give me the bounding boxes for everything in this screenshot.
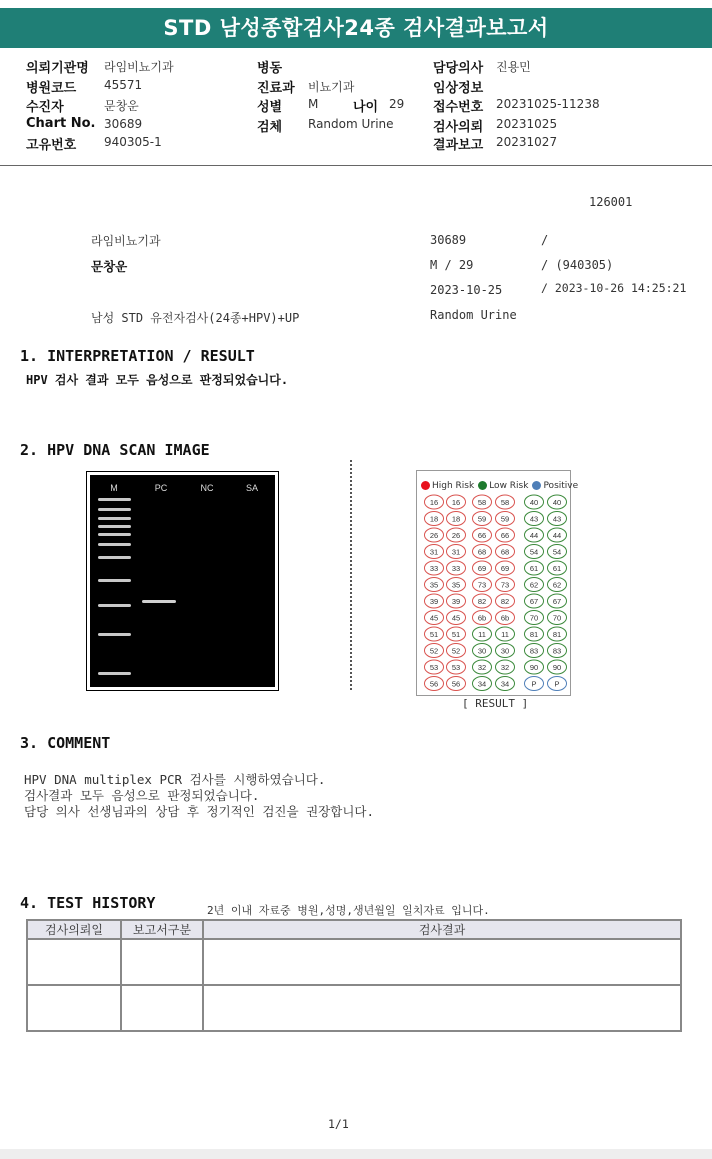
- hpv-type-label: 45: [429, 613, 439, 623]
- history-note: 2년 이내 자료중 병원,성명,생년월일 일치자료 입니다.: [207, 904, 490, 917]
- hpv-type-label: 67: [552, 597, 562, 606]
- hpv-type-label: 26: [451, 531, 461, 540]
- col-header-request-date: 검사의뢰일: [27, 920, 121, 939]
- hpv-type-label: 30: [500, 646, 510, 656]
- hpv-type-label: 16: [429, 498, 439, 507]
- hpv-type-label: 43: [529, 514, 539, 524]
- section-history-title: 4. TEST HISTORY: [20, 894, 156, 912]
- info-label-clinical-info: 임상정보: [433, 81, 484, 96]
- hpv-type-label: 35: [451, 580, 461, 590]
- hpv-type-label: 54: [552, 547, 562, 557]
- hpv-type-label: 61: [552, 564, 562, 573]
- info-value-report-date: 20231027: [496, 135, 558, 149]
- legend-high-risk-dot-icon: [421, 481, 430, 490]
- legend-positive-label: Positive: [543, 480, 579, 491]
- gel-svg: [90, 475, 275, 687]
- section-interpretation-text: HPV 검사 결과 모두 음성으로 판정되었습니다.: [26, 373, 289, 387]
- gel-canvas: [90, 475, 275, 687]
- gel-marker-band: [98, 633, 131, 636]
- summary-hospital: 라임비뇨기과: [91, 234, 161, 248]
- hpv-type-label: 18: [451, 514, 461, 524]
- hpv-type-label: 81: [529, 630, 539, 639]
- table-cell: [27, 985, 121, 1031]
- hpv-type-grid: [417, 493, 570, 693]
- hpv-type-label: 59: [500, 514, 510, 524]
- hpv-type-label: 69: [500, 564, 510, 573]
- hpv-type-label: 31: [429, 547, 439, 557]
- info-value-doctor: 진용민: [496, 60, 531, 74]
- hpv-type-label: 32: [477, 663, 487, 672]
- hpv-type-label: 66: [500, 531, 510, 540]
- summary-birth: / (940305): [541, 258, 614, 272]
- hpv-type-label: 40: [552, 498, 562, 507]
- hpv-type-label: 83: [529, 646, 539, 656]
- table-cell: [203, 985, 681, 1031]
- table-row: [27, 939, 681, 985]
- info-label-age: 나이: [353, 100, 379, 115]
- gel-marker-band: [98, 556, 131, 559]
- hpv-type-label: 32: [500, 663, 510, 672]
- table-row: [27, 985, 681, 1031]
- gel-electrophoresis-image: [86, 471, 279, 691]
- hpv-type-label: 39: [451, 597, 461, 606]
- comment-line: 검사결과 모두 음성으로 판정되었습니다.: [24, 788, 260, 803]
- hpv-type-label: 6b: [500, 613, 510, 623]
- hpv-type-label: 62: [552, 580, 562, 590]
- table-cell: [27, 939, 121, 985]
- hpv-type-label: 39: [429, 597, 439, 606]
- table-cell: [121, 985, 203, 1031]
- info-label-request-date: 검사의뢰: [433, 120, 484, 135]
- table-header-row: [27, 920, 681, 939]
- footer-bar: [0, 1149, 712, 1159]
- info-label-department: 진료과: [257, 81, 295, 96]
- hpv-type-label: 83: [552, 646, 562, 656]
- hpv-type-label: 45: [451, 613, 461, 623]
- legend-low-risk-dot-icon: [478, 481, 487, 490]
- hpv-type-label: 70: [529, 613, 539, 623]
- hpv-type-label: 35: [429, 580, 439, 590]
- col-header-result: 검사결과: [203, 920, 681, 939]
- section-interpretation-title: 1. INTERPRETATION / RESULT: [20, 347, 255, 365]
- info-value-patient: 문창운: [104, 99, 139, 113]
- hpv-type-label: 73: [477, 580, 487, 590]
- gel-marker-band: [98, 517, 131, 520]
- gel-marker-band: [98, 604, 131, 607]
- summary-test-name: 남성 STD 유전자검사(24종+HPV)+UP: [91, 311, 300, 325]
- info-label-institution: 의뢰기관명: [26, 61, 89, 76]
- hpv-type-label: 82: [477, 597, 487, 606]
- hpv-type-label: 58: [500, 498, 510, 507]
- hpv-type-label: 33: [429, 564, 439, 573]
- hpv-type-label: P: [531, 679, 537, 689]
- info-value-specimen: Random Urine: [308, 117, 394, 131]
- info-label-ward: 병동: [257, 61, 283, 76]
- info-value-request-date: 20231025: [496, 117, 558, 131]
- panel-legend: [421, 475, 582, 494]
- col-header-report-type: 보고서구분: [121, 920, 203, 939]
- info-value-institution: 라임비뇨기과: [104, 60, 174, 74]
- info-label-receipt-no: 접수번호: [433, 100, 484, 115]
- table-cell: [121, 939, 203, 985]
- info-value-chart-no: 30689: [104, 117, 143, 131]
- gel-pc-band: [142, 600, 176, 603]
- image-divider: [350, 460, 352, 690]
- info-value-receipt-no: 20231025-11238: [496, 97, 600, 111]
- summary-slash: /: [541, 233, 549, 247]
- hpv-type-label: 73: [500, 580, 510, 590]
- info-value-unique-no: 940305-1: [104, 135, 162, 149]
- page-number: 1/1: [328, 1117, 349, 1131]
- hpv-type-label: 56: [451, 679, 461, 689]
- hpv-type-label: 61: [529, 564, 539, 573]
- info-value-sex: M: [308, 97, 319, 111]
- hpv-type-label: 53: [429, 663, 439, 672]
- gel-marker-band: [98, 533, 131, 536]
- panel-caption: [ RESULT ]: [462, 697, 529, 710]
- hpv-type-label: 11: [478, 630, 486, 639]
- hpv-type-label: 34: [500, 679, 510, 689]
- hpv-type-label: 18: [429, 514, 439, 524]
- hpv-type-label: 33: [451, 564, 461, 573]
- hpv-type-label: 43: [552, 514, 562, 524]
- hpv-type-label: 90: [552, 663, 562, 672]
- gel-lane-label: SA: [245, 483, 259, 493]
- gel-marker-band: [98, 672, 131, 675]
- hpv-type-label: 90: [529, 663, 539, 672]
- hpv-type-label: 11: [501, 630, 509, 639]
- info-label-patient: 수진자: [26, 100, 64, 115]
- hpv-type-label: 67: [529, 597, 539, 606]
- gel-lane-label: PC: [154, 483, 168, 493]
- hpv-type-label: 56: [429, 679, 439, 689]
- hpv-type-label: 44: [552, 531, 562, 540]
- gel-lane-label: M: [110, 483, 118, 493]
- hpv-type-label: 58: [477, 498, 487, 507]
- info-label-specimen: 검체: [257, 120, 283, 135]
- legend-positive-dot-icon: [532, 481, 541, 490]
- test-history-table: [26, 919, 682, 1032]
- hpv-result-panel: [416, 470, 579, 696]
- summary-sex-age: M / 29: [430, 258, 474, 272]
- info-value-age: 29: [389, 97, 405, 111]
- hpv-type-label: 54: [529, 547, 539, 557]
- summary-report-datetime: / 2023-10-26 14:25:21: [541, 281, 687, 295]
- hpv-type-label: 81: [552, 630, 562, 639]
- hpv-type-label: 51: [429, 630, 439, 639]
- info-value-department: 비뇨기과: [308, 80, 355, 94]
- hpv-type-label: 62: [529, 580, 539, 590]
- gel-marker-band: [98, 498, 131, 501]
- summary-specimen: Random Urine: [430, 308, 517, 322]
- hpv-type-label: 66: [477, 531, 487, 540]
- hpv-type-label: 51: [451, 630, 461, 639]
- summary-patient: 문창운: [91, 259, 128, 274]
- gel-marker-band: [98, 579, 131, 582]
- report-title: STD 남성종합검사24종 검사결과보고서: [0, 8, 712, 48]
- info-label-doctor: 담당의사: [433, 61, 484, 76]
- hpv-type-label: 40: [529, 498, 539, 507]
- hpv-type-label: 26: [429, 531, 439, 540]
- info-label-unique-no: 고유번호: [26, 138, 77, 153]
- section-scan-image-title: 2. HPV DNA SCAN IMAGE: [20, 441, 210, 459]
- gel-marker-band: [98, 525, 131, 528]
- legend-high-risk-label: High Risk: [432, 480, 475, 491]
- comment-line: HPV DNA multiplex PCR 검사를 시행하였습니다.: [24, 772, 326, 787]
- hpv-type-label: 68: [500, 547, 510, 557]
- comment-text: [24, 772, 374, 820]
- hpv-type-label: 16: [451, 498, 461, 507]
- hpv-type-label: P: [554, 679, 560, 689]
- hpv-type-label: 82: [500, 597, 510, 606]
- hpv-type-label: 31: [451, 547, 461, 557]
- gel-marker-band: [98, 508, 131, 511]
- info-divider: [0, 165, 712, 166]
- hpv-type-label: 70: [552, 613, 562, 623]
- hpv-type-label: 6b: [477, 613, 487, 623]
- hpv-type-label: 44: [529, 531, 539, 540]
- info-label-report-date: 결과보고: [433, 138, 484, 153]
- hpv-type-label: 52: [429, 646, 439, 656]
- info-value-hospital-code: 45571: [104, 78, 143, 92]
- hpv-type-label: 69: [477, 564, 487, 573]
- info-label-hospital-code: 병원코드: [26, 81, 77, 96]
- comment-line: 담당 의사 선생님과의 상담 후 정기적인 검진을 권장합니다.: [24, 804, 375, 819]
- legend-low-risk-label: Low Risk: [489, 480, 529, 491]
- hpv-type-label: 68: [477, 547, 487, 557]
- gel-lane-label: NC: [200, 483, 214, 493]
- table-cell: [203, 939, 681, 985]
- hpv-type-label: 52: [451, 646, 461, 656]
- hpv-type-label: 59: [477, 514, 487, 524]
- section-comment-title: 3. COMMENT: [20, 734, 111, 752]
- hpv-type-label: 34: [477, 679, 487, 689]
- summary-chart: 30689: [430, 233, 467, 247]
- hpv-type-label: 53: [451, 663, 461, 672]
- summary-request-date: 2023-10-25: [430, 283, 503, 297]
- hpv-type-label: 30: [477, 646, 487, 656]
- summary-code: 126001: [589, 195, 633, 209]
- gel-marker-band: [98, 543, 131, 546]
- info-label-sex: 성별: [257, 100, 283, 115]
- info-label-chart-no: Chart No.: [26, 116, 96, 131]
